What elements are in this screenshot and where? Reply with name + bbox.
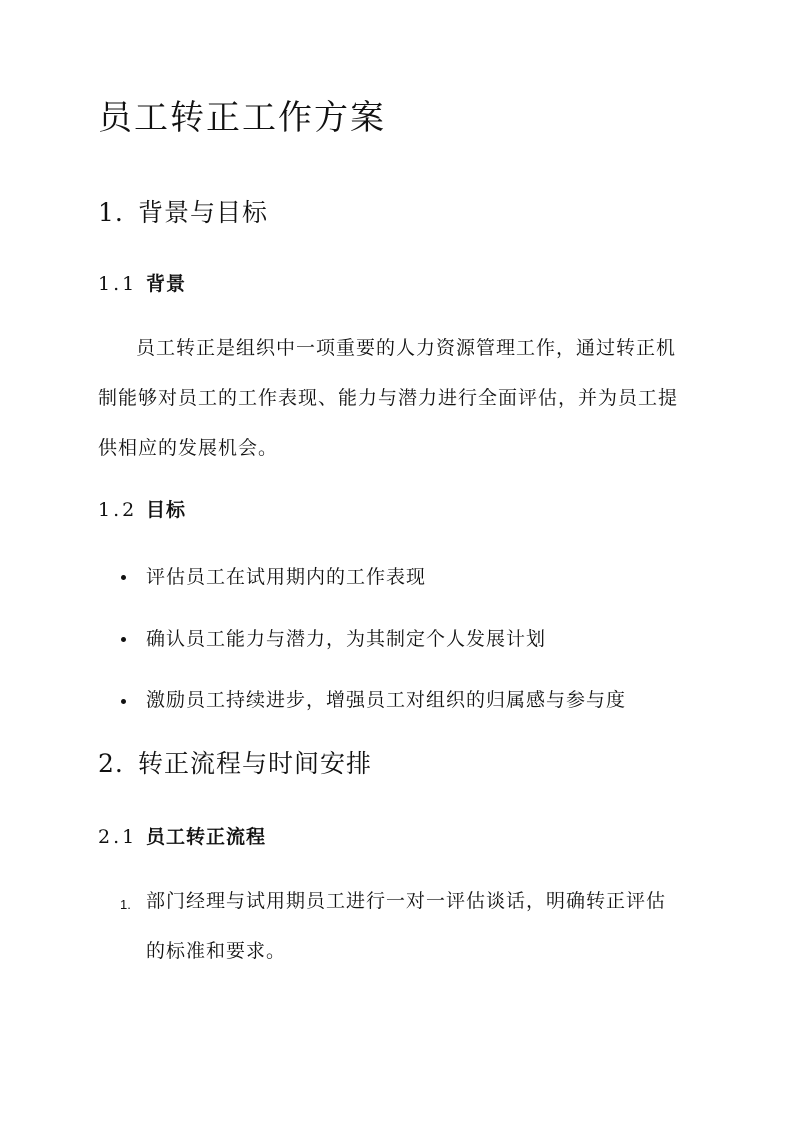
bullet-dot xyxy=(121,637,126,642)
subsection-1-1-number: 1.1 xyxy=(98,273,138,295)
subsection-2-1-number: 2.1 xyxy=(98,826,138,848)
section-2-heading xyxy=(98,747,372,781)
subsection-1-1-heading xyxy=(98,270,186,298)
document-title: 员工转正工作方案 xyxy=(98,98,386,138)
subsection-1-2-heading xyxy=(98,496,186,524)
subsection-1-2-title: 目标 xyxy=(146,499,187,521)
section-1-heading xyxy=(98,196,268,230)
section-1-title: 背景与目标 xyxy=(138,198,269,227)
bullet-dot xyxy=(121,575,126,580)
process-item-1-number: 1. xyxy=(120,897,131,912)
subsection-1-1-title: 背景 xyxy=(146,273,187,295)
process-item-1-line-1: 部门经理与试用期员工进行一对一评估谈话，明确转正评估 xyxy=(146,890,667,912)
goal-bullet-1: 评估员工在试用期内的工作表现 xyxy=(146,566,427,588)
subsection-2-1-title: 员工转正流程 xyxy=(146,826,267,848)
section-2-title: 转正流程与时间安排 xyxy=(138,749,373,778)
section-2-number: 2. xyxy=(98,749,124,778)
section-1-number: 1. xyxy=(98,198,124,227)
background-paragraph-line-2: 制能够对员工的工作表现、能力与潜力进行全面评估，并为员工提 xyxy=(98,387,679,409)
background-paragraph-line-1: 员工转正是组织中一项重要的人力资源管理工作，通过转正机 xyxy=(136,337,677,359)
subsection-1-2-number: 1.2 xyxy=(98,499,138,521)
bullet-dot xyxy=(121,699,126,704)
subsection-2-1-heading xyxy=(98,823,266,851)
goal-bullet-2: 确认员工能力与潜力，为其制定个人发展计划 xyxy=(146,628,547,650)
goal-bullet-3: 激励员工持续进步，增强员工对组织的归属感与参与度 xyxy=(146,689,627,711)
background-paragraph-line-3: 供相应的发展机会。 xyxy=(98,437,279,459)
process-item-1-line-2: 的标准和要求。 xyxy=(146,940,287,962)
